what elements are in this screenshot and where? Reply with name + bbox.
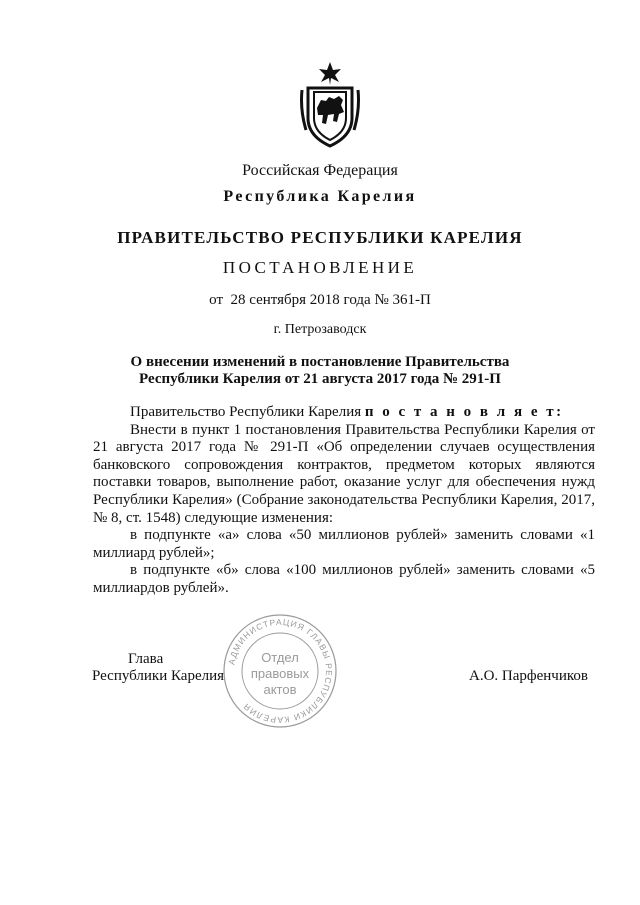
paragraph-1: Внести в пункт 1 постановления Правительства Республики Карелия от 21 августа 2017 года № 291-П «Об определении случаев осуществления банковского сопровождения контрактов, предметом которых являются поставки товаров, выполнение работ, оказание услуг для обеспечения нужд Республики Карелия» (Собрание законодательства Республики Карелия, 2017, № 8, ст. 1548) следующие изменения: xyxy=(93,421,595,526)
document-type: ПОСТАНОВЛЕНИЕ xyxy=(222,258,418,277)
official-stamp xyxy=(221,612,339,730)
document-body xyxy=(93,404,595,598)
stamp-line-2: правовых xyxy=(250,666,310,681)
country-name: Российская Федерация xyxy=(242,162,398,179)
signature-title-line-2: Республики Карелия xyxy=(92,668,225,684)
stamp-line-3: актов xyxy=(263,682,297,697)
intro-paragraph xyxy=(93,404,595,422)
stamp-line-1: Отдел xyxy=(261,650,299,665)
intro-prefix: Правительство Республики Карелия xyxy=(130,404,365,420)
signatory-name: А.О. Парфенчиков xyxy=(469,668,588,684)
paragraph-3: в подпункте «б» слова «100 миллионов рублей» заменить словами «5 миллиардов рублей». xyxy=(93,562,595,596)
paragraph-2: в подпункте «а» слова «50 миллионов рублей» заменить словами «1 миллиард рублей»; xyxy=(93,527,595,561)
republic-name: Республика Карелия xyxy=(223,188,417,205)
document-city: г. Петрозаводск xyxy=(273,322,367,337)
subject-line-1: О внесении изменений в постановление Правительства xyxy=(130,354,510,370)
stamp-ring-text: АДМИНИСТРАЦИЯ ГЛАВЫ РЕСПУБЛИКИ КАРЕЛИЯ xyxy=(226,616,335,726)
intro-verb: п о с т а н о в л я е т: xyxy=(364,404,564,420)
government-title: ПРАВИТЕЛЬСТВО РЕСПУБЛИКИ КАРЕЛИЯ xyxy=(117,228,523,247)
document-date-number: от 28 сентября 2018 года № 361-П xyxy=(209,292,431,308)
subject-line-2: Республики Карелия от 21 августа 2017 года № 291-П xyxy=(139,371,501,387)
signature-title-line-1: Глава xyxy=(128,651,164,667)
karelia-coat-of-arms-icon xyxy=(298,60,362,148)
